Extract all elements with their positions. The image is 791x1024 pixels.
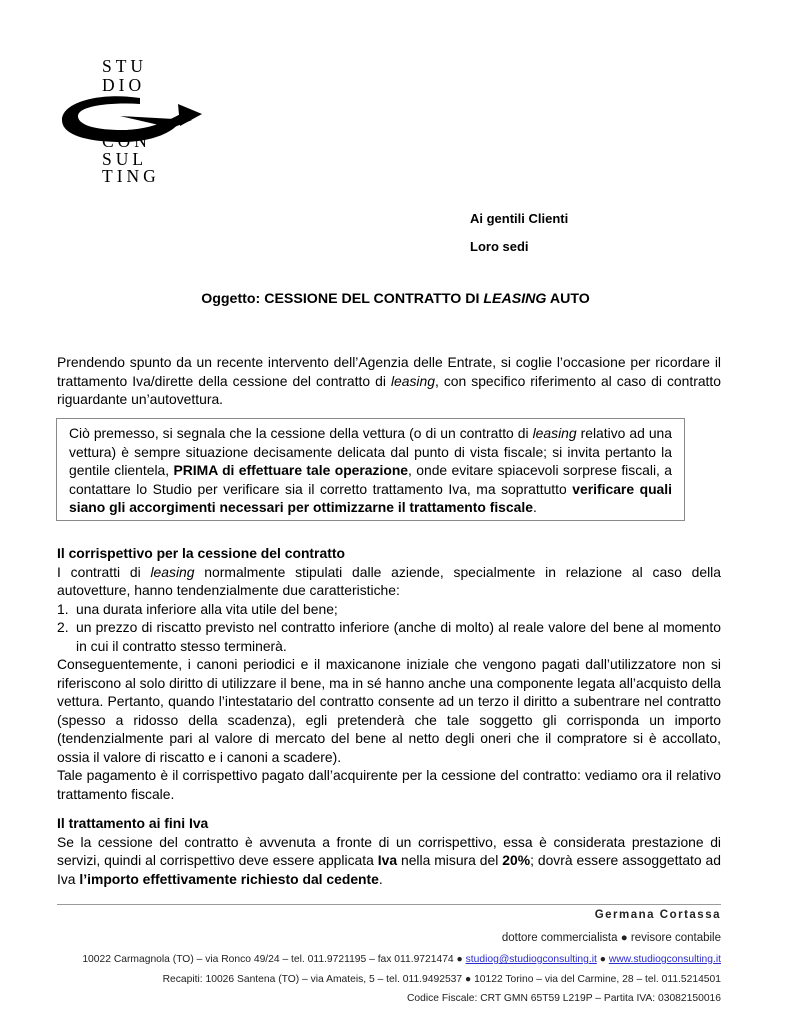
footer-website-link[interactable]: www.studiogconsulting.it bbox=[608, 954, 721, 965]
logo-line-3: CON bbox=[102, 131, 151, 151]
list-text: un prezzo di riscatto previsto nel contratto inferiore (anche di molto) al reale valore del bene al momento in cui il contratto stesso terminerà. bbox=[76, 619, 721, 654]
footer-divider bbox=[57, 904, 721, 905]
s2-text-2: nella misura del bbox=[397, 852, 503, 868]
section-1-paragraph-2: Conseguentemente, i canoni periodici e il maxicanone iniziale che vengono pagati dall’utilizzatore non si riferiscono al solo diritto di utilizzare il bene, ma in sé hanno anche una componente legata all’acquisto della vettura. Pertanto, quando l’intestatario del contratto consente ad un terzo il diritto a subentrare nel contratto (spesso a ridosso della scadenza), egli pretenderà che tale soggetto gli corrisponda un importo (tendenzialmente pari al valore di mercato del bene al netto degli oneri che il compratore si è accollato, ossia il valore di riscatto e i canoni a scadere). bbox=[57, 656, 721, 765]
subject-prefix: Oggetto: CESSIONE DEL CONTRATTO DI bbox=[201, 291, 484, 307]
s2-bold-3: l’importo effettivamente richiesto dal cedente bbox=[79, 870, 379, 887]
footer-email-link[interactable]: studiog@studiogconsulting.it bbox=[465, 954, 597, 965]
logo-line-1: STU bbox=[102, 56, 148, 76]
footer-address-2: Recapiti: 10026 Santena (TO) – via Amateis, 5 – tel. 011.9492537 ● 10122 Torino – via del Carmine, 28 – tel. 011.5214501 bbox=[162, 974, 721, 985]
recipients-block bbox=[470, 211, 568, 267]
box-text-2: relativo ad una vettura) è sempre situazione decisamente delicata dal punto di vista fiscale; si invita pertanto la gentile clientela, bbox=[69, 425, 673, 478]
studio-logo bbox=[60, 58, 205, 188]
section-1-paragraph-3: Tale pagamento è il corrispettivo pagato dall’acquirente per la cessione del contratto: vediamo ora il relativo trattamento fiscale. bbox=[57, 767, 721, 802]
s1-text-a: I contratti di bbox=[57, 563, 151, 580]
s2-bold-2: 20% bbox=[502, 852, 531, 868]
section-corrispettivo bbox=[57, 544, 721, 803]
s1-text-b: normalmente stipulati dalle aziende, specialmente in relazione al caso della autovetture, hanno tendenzialmente due caratteristiche: bbox=[57, 563, 721, 598]
box-bold-2: verificare quali siano gli accorgimenti necessari per ottimizzarne il trattamento fiscale bbox=[69, 480, 672, 515]
list-item bbox=[57, 618, 721, 655]
logo-line-4: SUL bbox=[102, 149, 148, 169]
list-number: 2. bbox=[57, 619, 69, 635]
logo-line-2: DIO bbox=[102, 75, 146, 95]
s2-text-3: ; dovrà essere assoggettato ad Iva bbox=[57, 852, 721, 887]
box-italic: leasing bbox=[532, 425, 577, 441]
subject-line bbox=[0, 291, 791, 307]
section-iva bbox=[57, 814, 721, 888]
subject-suffix: AUTO bbox=[546, 291, 590, 307]
footer-separator: ● bbox=[596, 954, 609, 965]
s2-text-1: Se la cessione del contratto è avvenuta a fronte di un corrispettivo, essa è considerata prestazione di servizi, quindi al corrispettivo deve essere applicata bbox=[57, 833, 721, 868]
recipient-line-2: Loro sedi bbox=[470, 239, 529, 254]
footer-fiscal-code: Codice Fiscale: CRT GMN 65T59 L219P – Partita IVA: 03082150016 bbox=[406, 993, 721, 1004]
box-text-1: Ciò premesso, si segnala che la cessione della vettura (o di un contratto di bbox=[69, 425, 533, 441]
section-2-paragraph bbox=[57, 833, 721, 889]
list-text: una durata inferiore alla vita utile del bene; bbox=[76, 600, 338, 617]
intro-italic: leasing bbox=[390, 372, 435, 389]
section-2-heading: Il trattamento ai fini Iva bbox=[57, 815, 209, 831]
s2-text-4: . bbox=[378, 870, 383, 887]
footer-name: Germana Cortassa bbox=[594, 909, 721, 921]
box-bold-1: PRIMA di effettuare tale operazione bbox=[173, 462, 409, 478]
recipient-line-1: Ai gentili Clienti bbox=[470, 211, 569, 226]
logo-line-5: TING bbox=[102, 166, 160, 186]
subject-italic: LEASING bbox=[483, 291, 547, 307]
s1-italic: leasing bbox=[150, 563, 195, 580]
list-number: 1. bbox=[57, 600, 69, 617]
intro-paragraph bbox=[57, 353, 721, 409]
footer-profession: dottore commercialista ● revisore contabile bbox=[501, 932, 721, 944]
section-1-heading: Il corrispettivo per la cessione del contratto bbox=[57, 545, 345, 561]
notice-box bbox=[56, 418, 685, 521]
footer-address-1 bbox=[82, 954, 721, 965]
section-1-paragraph-1 bbox=[57, 563, 721, 600]
list-item bbox=[57, 600, 721, 619]
box-text-3: , onde evitare spiacevoli sorprese fiscali, a contattare lo Studio per verificare sia il corretto trattamento Iva, ma soprattutto bbox=[69, 462, 672, 497]
intro-text-2: , con specifico riferimento al caso di contratto riguardante un’autovettura. bbox=[57, 372, 721, 407]
s2-bold-1: Iva bbox=[377, 852, 398, 868]
intro-text-1: Prendendo spunto da un recente intervento dell’Agenzia delle Entrate, si coglie l’occasione per ricordare il trattamento Iva/dirette della cessione del contratto di bbox=[57, 354, 721, 389]
footer-address-text: 10022 Carmagnola (TO) – via Ronco 49/24 – tel. 011.9721195 – fax 011.9721474 ● bbox=[82, 954, 466, 965]
box-text-4: . bbox=[532, 499, 537, 515]
